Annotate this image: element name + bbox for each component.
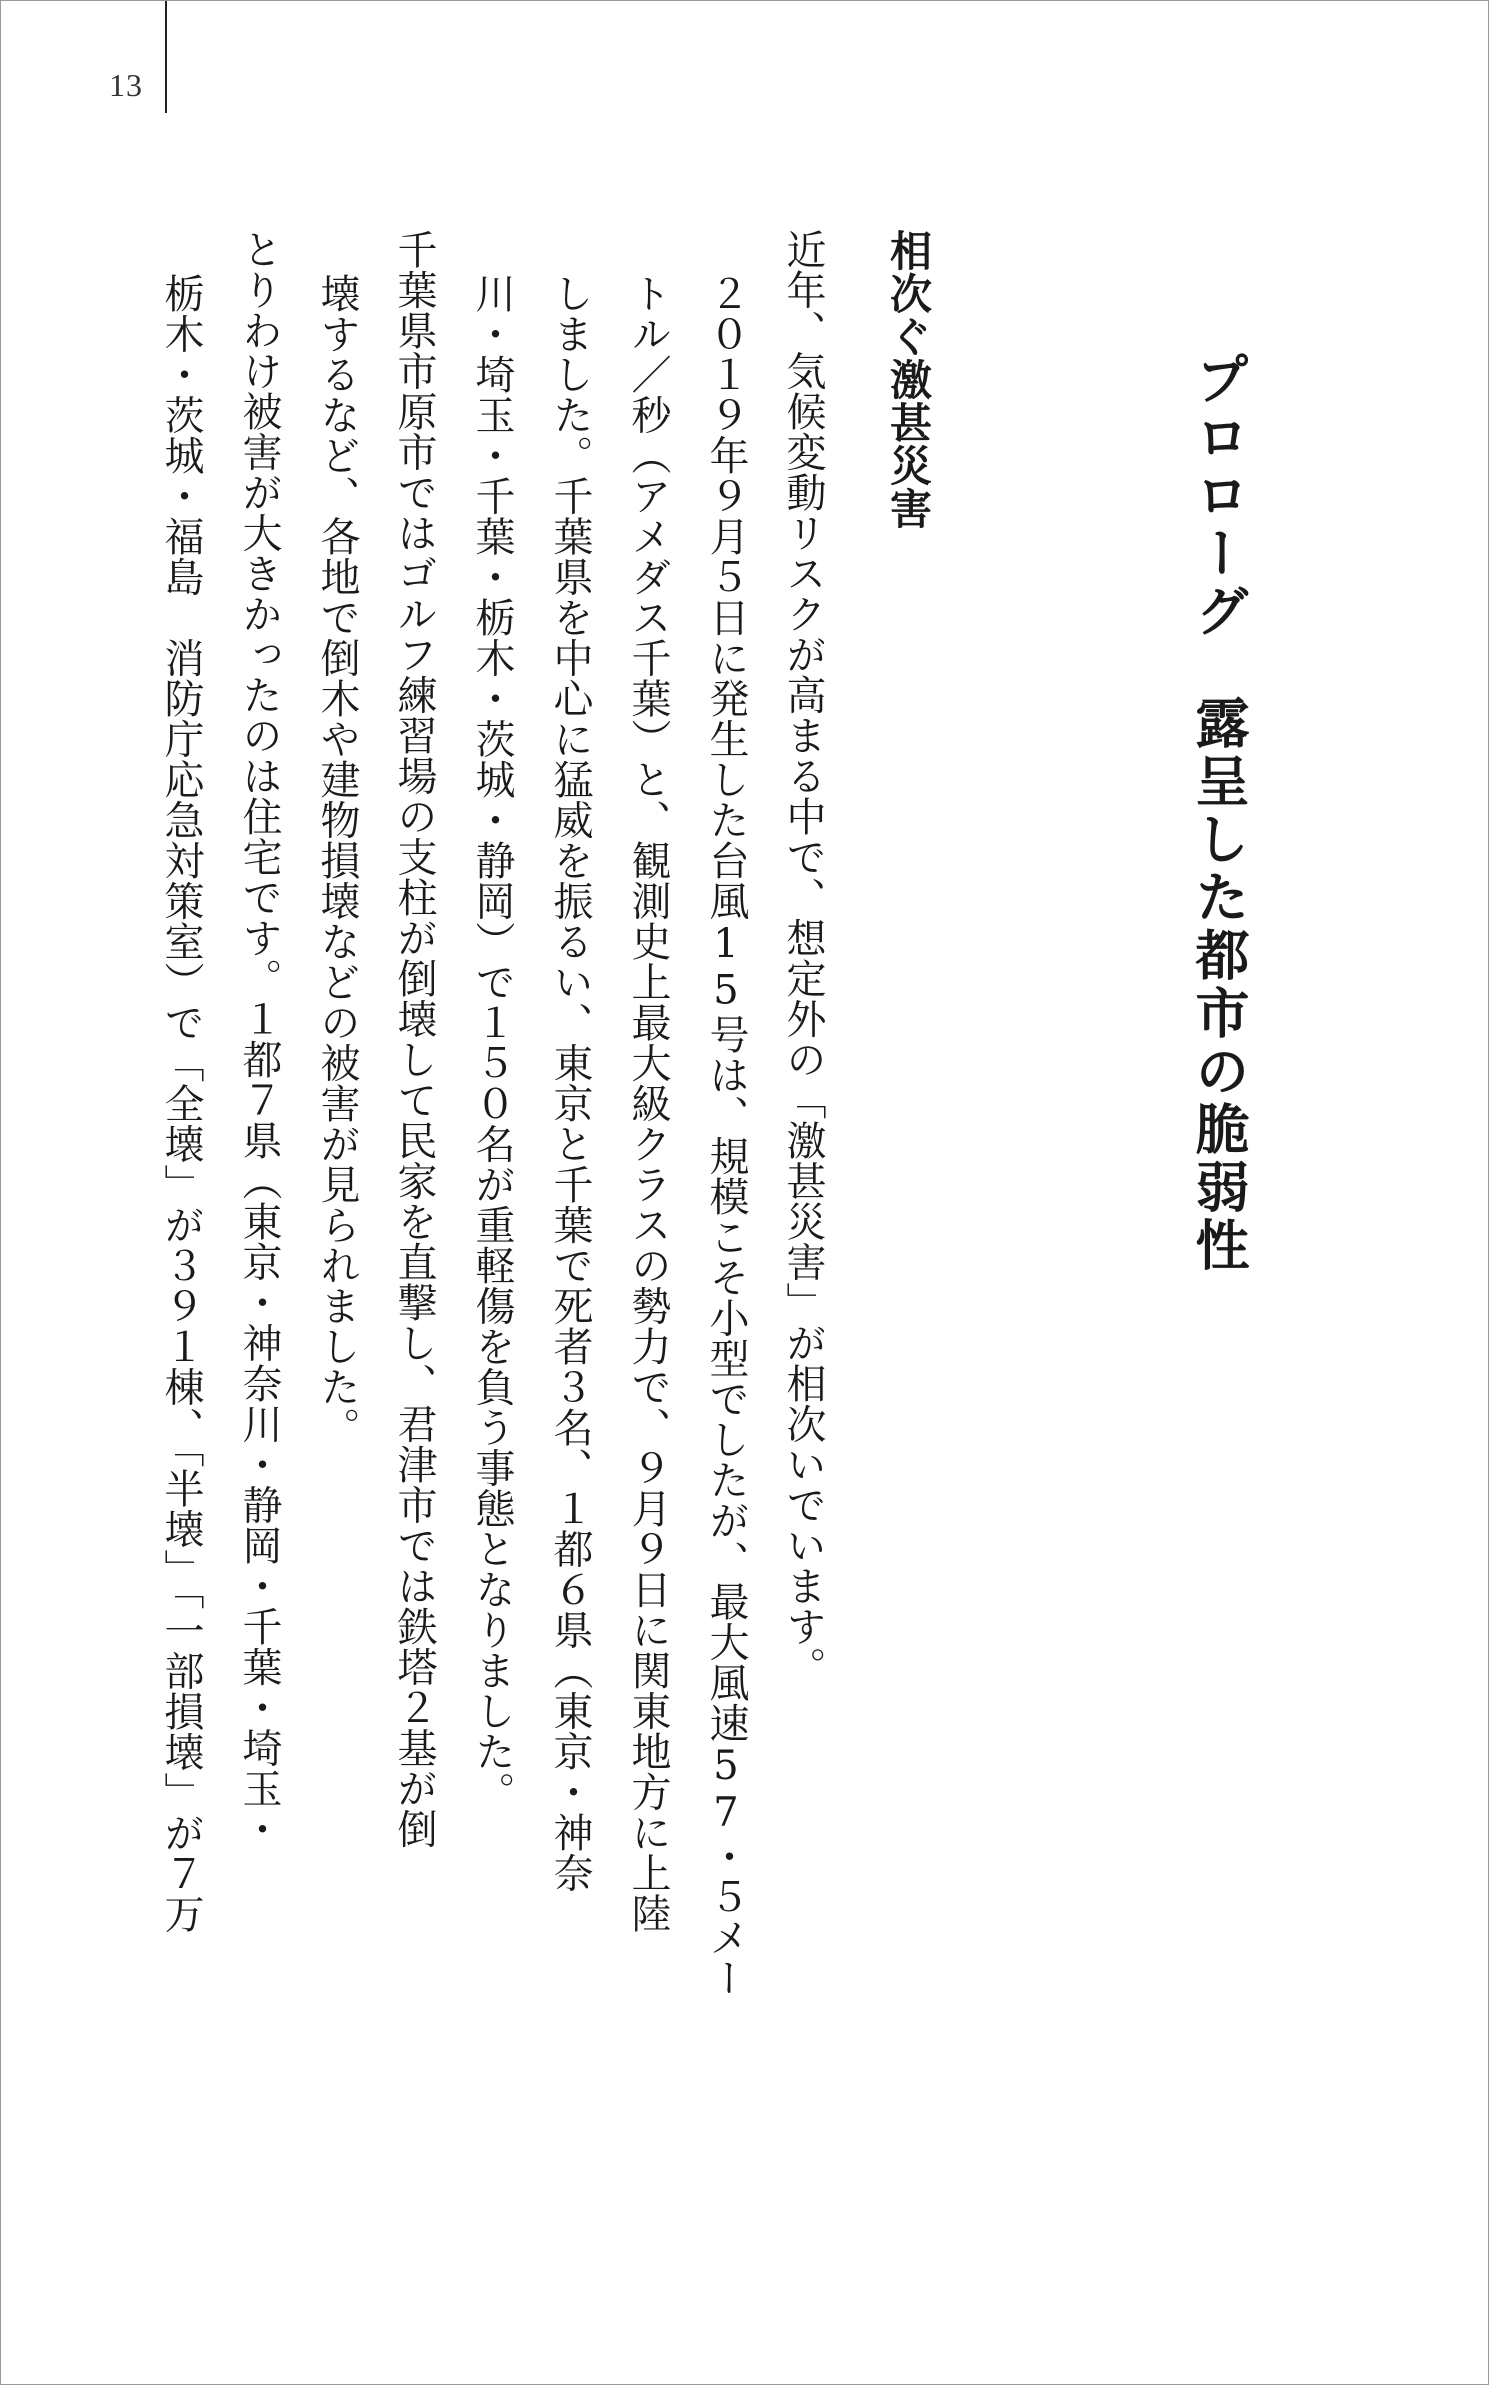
body-line-2: ２０１９年９月５日に発生した台風15号は、規模こそ小型でしたが、最大風速57・５メー — [703, 273, 749, 1998]
body-line-6: 千葉県市原市ではゴルフ練習場の支柱が倒壊して民家を直撃し、君津市では鉄塔２基が倒 — [391, 229, 437, 1849]
body-line-7: 壊するなど、各地で倒木や建物損壊などの被害が見られました。 — [314, 273, 360, 1448]
page-number: 13 — [109, 67, 143, 103]
body-line-9: 栃木・茨城・福島 消防庁応急対策室）で「全壊」が３９１棟、「半壊」「一部損壊」が７万 — [158, 273, 204, 1934]
body-line-8: とりわけ被害が大きかったのは住宅です。１都７県（東京・神奈川・静岡・千葉・埼玉・ — [236, 229, 282, 1849]
page-number-rule — [165, 1, 167, 113]
body-line-4: しました。千葉県を中心に猛威を振るい、東京と千葉で死者３名、１都６県（東京・神奈 — [547, 273, 593, 1893]
body-line-5: 川・埼玉・千葉・栃木・茨城・静岡）で１５０名が重軽傷を負う事態となりました。 — [469, 273, 515, 1812]
chapter-title — [1187, 351, 1250, 1275]
chapter-title-prologue: プロローグ — [1187, 351, 1250, 641]
section-heading: 相次ぐ激甚災害 — [884, 229, 933, 530]
body-line-3: トル／秒（アメダス千葉）と、観測史上最大級クラスの勢力で、９月９日に関東地方に上陸 — [625, 273, 671, 1934]
body-line-1: 近年、気候変動リスクが高まる中で、想定外の「激甚災害」が相次いでいます。 — [780, 229, 826, 1687]
chapter-title-main: 露呈した都市の脆弱性 — [1187, 695, 1250, 1275]
